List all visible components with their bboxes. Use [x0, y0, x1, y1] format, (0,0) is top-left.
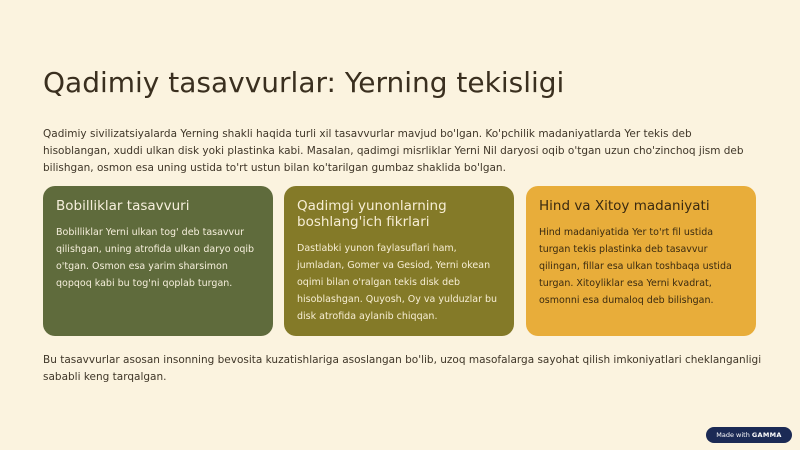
card-india-china	[526, 186, 756, 336]
badge-brand: GAMMA	[751, 431, 782, 439]
card-title: Bobilliklar tasavvuri	[56, 198, 190, 214]
card-title: Qadimgi yunonlarning boshlang'ich fikrlari	[297, 198, 447, 230]
page-title: Qadimiy tasavvurlar: Yerning tekisligi	[43, 66, 565, 99]
card-babylonians	[43, 186, 273, 336]
made-with-gamma-badge[interactable]	[706, 427, 792, 443]
badge-prefix: Made with	[716, 431, 750, 439]
card-text: Hind madaniyatida Yer to'rt fil ustida turgan tekis plastinka deb tasavvur qilingan, fillar esa ulkan toshbaqa ustida turgan. Xitoyliklar esa Yerni kvadrat, osmonni esa dumaloq deb bilishgan.	[539, 227, 732, 306]
card-text: Dastlabki yunon faylasuflari ham, jumladan, Gomer va Gesiod, Yerni okean oqimi bilan o'ralgan tekis disk deb hisoblashgan. Quyosh, Oy va yulduzlar bu disk atrofida aylanib chiqqan.	[297, 243, 498, 322]
card-title: Hind va Xitoy madaniyati	[539, 198, 710, 214]
intro-paragraph: Qadimiy sivilizatsiyalarda Yerning shakli haqida turli xil tasavvurlar mavjud bo'lgan. Ko'pchilik madaniyatlarda Yer tekis deb hisoblangan, xuddi ulkan disk yoki plastinka kabi. Masalan, qadimgi misrliklar Yerni Nil daryosi oqib o'tgan uzun cho'zinchoq jism deb bilishgan, osmon esa uning ustida to'rt ustun bilan ko'tarilgan gumbaz shaklida bo'lgan.	[43, 128, 744, 174]
card-greeks	[284, 186, 514, 336]
outro-paragraph: Bu tasavvurlar asosan insonning bevosita kuzatishlariga asoslangan bo'lib, uzoq masofalarga sayohat qilish imkoniyatlari cheklanganligi sababli keng tarqalgan.	[43, 354, 762, 383]
card-text: Bobilliklar Yerni ulkan tog' deb tasavvur qilishgan, uning atrofida ulkan daryo oqib o'tgan. Osmon esa yarim sharsimon qopqoq kabi bu tog'ni qoplab turgan.	[56, 227, 255, 289]
